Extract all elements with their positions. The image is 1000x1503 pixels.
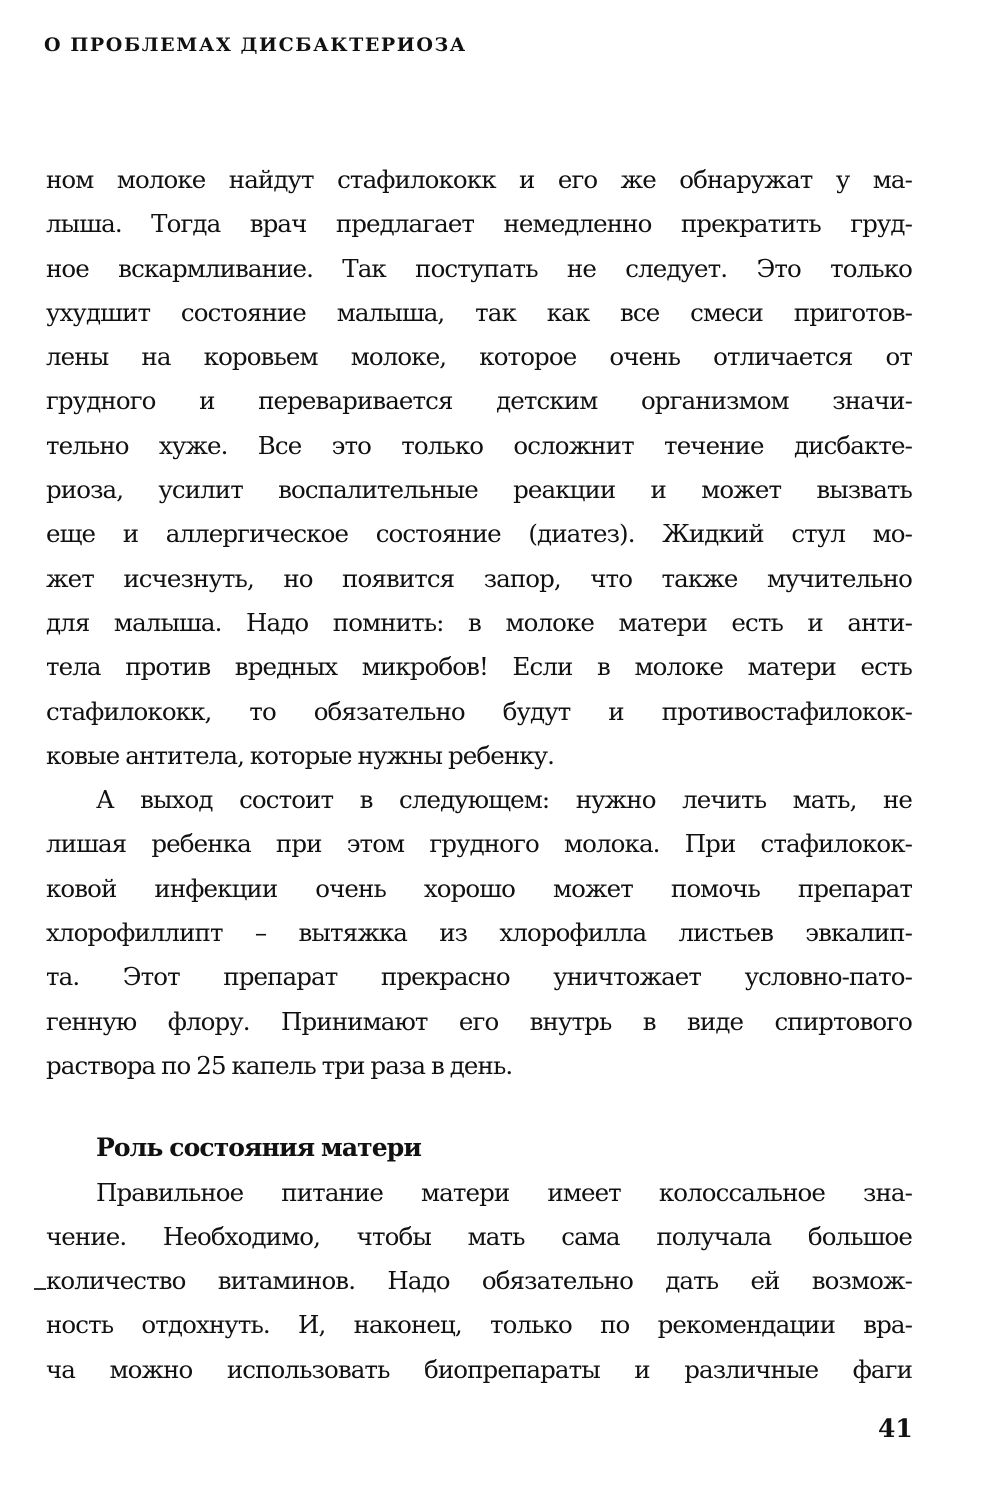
- paragraph-2: [46, 778, 912, 1088]
- paragraph-1: [46, 158, 912, 778]
- text-line: ность отдохнуть. И, наконец, только по рекомендации вра-: [46, 1310, 912, 1340]
- text-line: ухудшит состояние малыша, так как все смеси приготов-: [46, 297, 912, 327]
- text-line: ковой инфекции очень хорошо может помочь препарат: [46, 873, 912, 903]
- text-line: для малыша. Надо помнить: в молоке матери есть и анти-: [46, 607, 912, 637]
- body-text: [46, 158, 912, 1392]
- text-line: жет исчезнуть, но появится запор, что также мучительно: [46, 563, 912, 593]
- text-line: Правильное питание матери имеет колоссальное зна-: [96, 1177, 912, 1207]
- section-heading: Роль состояния матери: [96, 1133, 421, 1163]
- stray-print-mark: [34, 1288, 46, 1290]
- text-line: риоза, усилит воспалительные реакции и может вызвать: [46, 475, 912, 505]
- text-line: ное вскармливание. Так поступать не следует. Это только: [46, 253, 912, 283]
- text-line: еще и аллергическое состояние (диатез). Жидкий стул мо-: [46, 519, 912, 549]
- text-line: лыша. Тогда врач предлагает немедленно прекратить груд-: [46, 209, 912, 239]
- text-line: чение. Необходимо, чтобы мать сама получала большое: [46, 1221, 912, 1251]
- text-line: ном молоке найдут стафилококк и его же обнаружат у ма-: [46, 165, 912, 194]
- text-line: генную флору. Принимают его внутрь в виде спиртового: [46, 1006, 912, 1036]
- text-line: та. Этот препарат прекрасно уничтожает условно-пато-: [46, 962, 912, 992]
- text-line: лишая ребенка при этом грудного молока. При стафилокок-: [46, 829, 912, 859]
- running-head: О ПРОБЛЕМАХ ДИСБАКТЕРИОЗА: [44, 34, 467, 56]
- paragraph-3: [46, 1171, 912, 1392]
- text-line: тела против вредных микробов! Если в молоке матери есть: [46, 652, 912, 682]
- text-line: ча можно использовать биопрепараты и различные фаги: [46, 1354, 912, 1384]
- text-line: грудного и переваривается детским организмом значи-: [46, 386, 912, 416]
- page-number: 41: [878, 1414, 913, 1443]
- text-line: А выход состоит в следующем: нужно лечить мать, не: [96, 785, 912, 815]
- text-line: хлорофиллипт – вытяжка из хлорофилла листьев эвкалип-: [46, 918, 912, 948]
- text-line: стафилококк, то обязательно будут и противостафилокок-: [46, 696, 912, 726]
- text-line: раствора по 25 капель три раза в день.: [46, 1050, 513, 1080]
- text-line: тельно хуже. Все это только осложнит течение дисбакте-: [46, 430, 912, 460]
- text-line: количество витаминов. Надо обязательно дать ей возмож-: [46, 1266, 912, 1296]
- text-line: ковые антитела, которые нужны ребенку.: [46, 740, 555, 770]
- text-line: лены на коровьем молоке, которое очень отличается от: [46, 342, 912, 372]
